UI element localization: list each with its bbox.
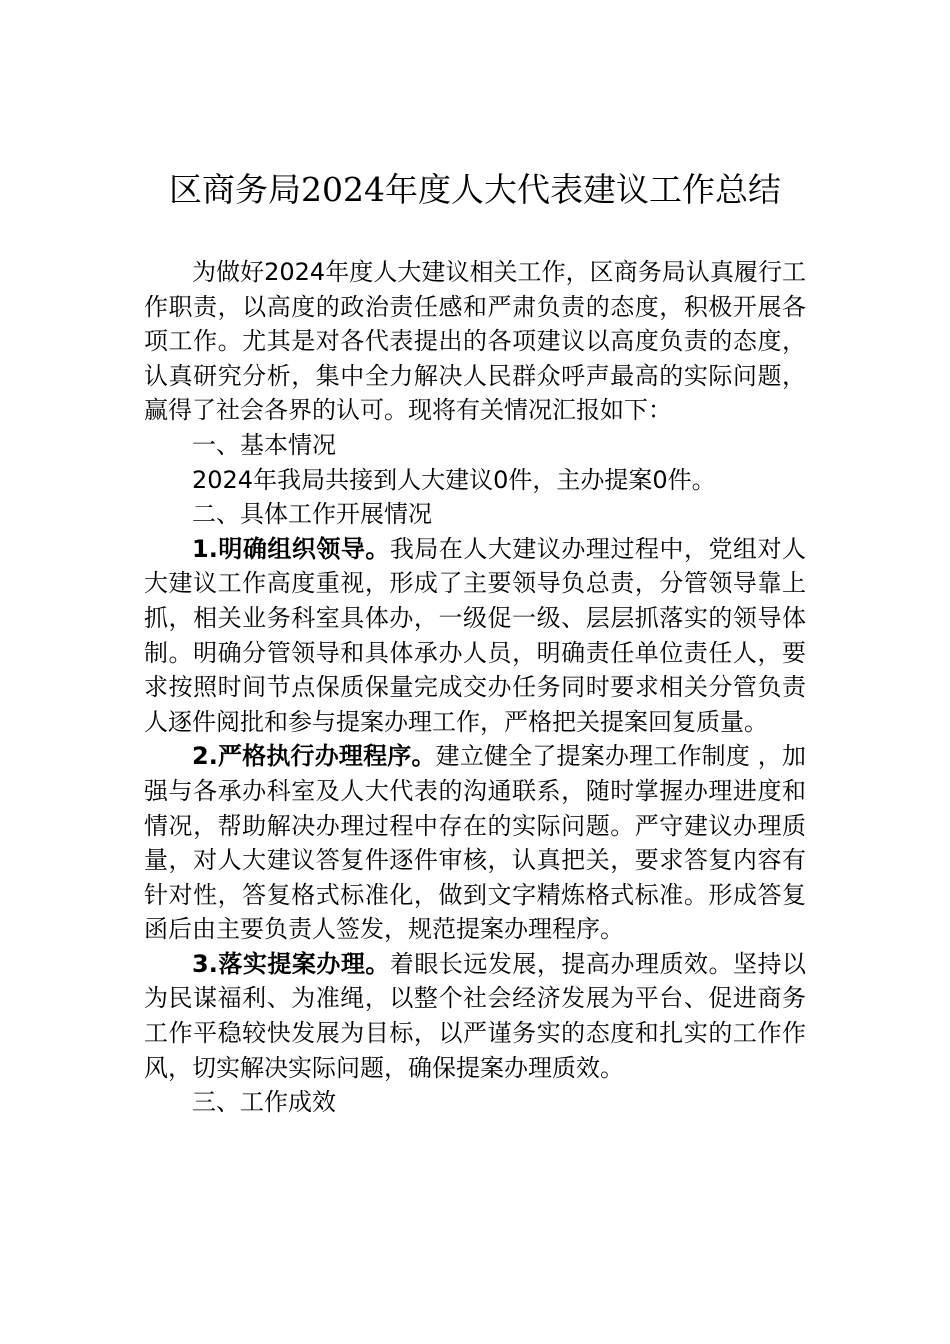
section-heading-basic: 一、基本情况 bbox=[192, 430, 336, 459]
item-lead-1: 1.明确组织领导。 bbox=[192, 534, 390, 563]
item-lead-3: 3.落实提案办理。 bbox=[192, 949, 390, 978]
item-text-3: 着眼长远发展，提高办理质效。坚持以为民谋福利、为准绳，以整个社会经济发展为平台、促进商务工作平稳较快发展为目标，以严谨务实的态度和扎实的工作作风，切实解决实际问题，确保提案办理质效。 bbox=[144, 949, 806, 1082]
section-heading-work: 二、具体工作开展情况 bbox=[192, 500, 432, 529]
document-body bbox=[144, 255, 806, 1120]
item-paragraph-2 bbox=[144, 739, 806, 947]
item-paragraph-1 bbox=[144, 532, 806, 740]
item-paragraph-3 bbox=[144, 947, 806, 1085]
basic-info-paragraph: 2024年我局共接到人大建议0件，主办提案0件。 bbox=[192, 465, 716, 494]
item-text-1: 我局在人大建议办理过程中，党组对人大建议工作高度重视，形成了主要领导负总责，分管领导靠上抓，相关业务科室具体办，一级促一级、层层抓落实的领导体制。明确分管领导和具体承办人员，明确责任单位责任人，要求按照时间节点保质保量完成交办任务同时要求相关分管负责人逐件阅批和参与提案办理工作，严格把关提案回复质量。 bbox=[144, 534, 806, 736]
item-lead-2: 2.严格执行办理程序。 bbox=[192, 742, 436, 771]
document-title: 区商务局2024年度人大代表建议工作总结 bbox=[169, 170, 781, 209]
intro-paragraph: 为做好2024年度人大建议相关工作，区商务局认真履行工作职责，以高度的政治责任感和严肃负责的态度，积极开展各项工作。尤其是对各代表提出的各项建议以高度负责的态度，认真研究分析，集中全力解决人民群众呼声最高的实际问题，赢得了社会各界的认可。现将有关情况汇报如下： bbox=[144, 258, 806, 425]
item-text-2: 建立健全了提案办理工作制度 ，加强与各承办科室及人大代表的沟通联系，随时掌握办理进度和情况，帮助解决办理过程中存在的实际问题。严守建议办理质量，对人大建议答复件逐件审核，认真把关，要求答复内容有针对性，答复格式标准化，做到文字精炼格式标准。形成答复函后由主要负责人签发，规范提案办理程序。 bbox=[144, 742, 806, 944]
section-heading-results: 三、工作成效 bbox=[192, 1088, 336, 1117]
